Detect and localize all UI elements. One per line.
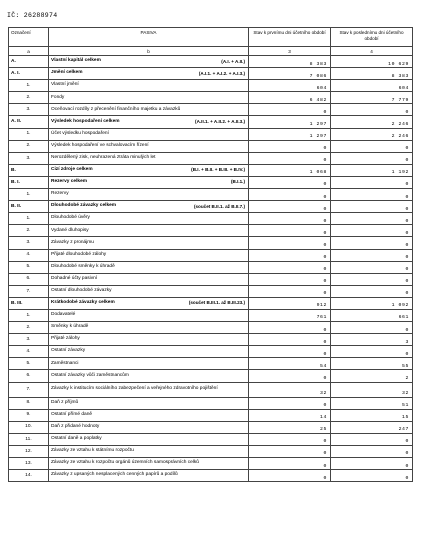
table-row xyxy=(9,164,413,176)
row-label: Ostatní závazky xyxy=(51,348,86,354)
index-label: b xyxy=(49,47,249,56)
row-value-last: 0 xyxy=(331,285,413,297)
row-label-cell xyxy=(49,201,249,213)
row-code: 4. xyxy=(9,346,49,358)
table-row xyxy=(9,213,413,225)
row-value-last: 0 xyxy=(331,249,413,261)
header-code: Označení xyxy=(9,28,49,47)
table-row xyxy=(9,261,413,273)
row-code: 14. xyxy=(9,470,49,482)
table-row xyxy=(9,285,413,297)
row-value-last: 0 xyxy=(331,104,413,116)
row-value-last: 0 xyxy=(331,458,413,470)
row-label: Závazky ze vztahu k státnímu rozpočtu xyxy=(51,448,134,454)
row-value-current: 0 xyxy=(249,322,331,334)
row-code: 11. xyxy=(9,433,49,445)
table-row xyxy=(9,225,413,237)
row-label-cell xyxy=(49,409,249,421)
table-row xyxy=(9,116,413,128)
header-row xyxy=(9,28,413,47)
index-current: 3 xyxy=(249,47,331,56)
row-value-last: 1 092 xyxy=(331,297,413,309)
row-value-current: 0 xyxy=(249,189,331,201)
row-code: 1. xyxy=(9,128,49,140)
row-label-cell xyxy=(49,68,249,80)
index-code: a xyxy=(9,47,49,56)
row-value-last: 0 xyxy=(331,189,413,201)
row-value-last: 10 629 xyxy=(331,56,413,68)
table-row xyxy=(9,56,413,68)
row-value-current: 0 xyxy=(249,152,331,164)
table-row xyxy=(9,397,413,409)
row-code: B. xyxy=(9,164,49,176)
row-code: B. II. xyxy=(9,201,49,213)
table-row xyxy=(9,346,413,358)
table-row xyxy=(9,421,413,433)
row-label-cell xyxy=(49,273,249,285)
row-label: Vlastní kapitál celkem xyxy=(51,58,101,64)
header-label: PASIVA xyxy=(49,28,249,47)
table-row xyxy=(9,273,413,285)
row-code: 3. xyxy=(9,152,49,164)
row-label: Závazky k institucím sociálního zabezpečení a veřejného zdravotního pojištění xyxy=(51,386,218,392)
row-value-last: 0 xyxy=(331,225,413,237)
row-code: 13. xyxy=(9,458,49,470)
row-value-current: 1 068 xyxy=(249,164,331,176)
row-label-cell xyxy=(49,445,249,457)
row-formula: (součet B.II.1. až B.II.7.) xyxy=(193,203,245,209)
row-label-cell xyxy=(49,421,249,433)
row-label: Rezervy celkem xyxy=(51,179,88,185)
row-value-current: 8 383 xyxy=(249,56,331,68)
row-value-last: 0 xyxy=(331,470,413,482)
row-label-cell xyxy=(49,334,249,346)
row-label-cell xyxy=(49,458,249,470)
row-code: 6. xyxy=(9,273,49,285)
row-code: 1. xyxy=(9,213,49,225)
row-value-current: 6 482 xyxy=(249,92,331,104)
row-label: Dlouhodobé směnky k úhradě xyxy=(51,263,115,269)
row-label-cell xyxy=(49,346,249,358)
table-row xyxy=(9,433,413,445)
row-value-current: 0 xyxy=(249,397,331,409)
row-value-current: 0 xyxy=(249,346,331,358)
row-value-last: 247 xyxy=(331,421,413,433)
row-value-last: 0 xyxy=(331,273,413,285)
row-value-last: 0 xyxy=(331,152,413,164)
row-code: 2. xyxy=(9,225,49,237)
row-label-cell xyxy=(49,189,249,201)
row-value-last: 0 xyxy=(331,213,413,225)
table-row xyxy=(9,189,413,201)
row-value-last: 0 xyxy=(331,346,413,358)
row-label: Přijaté zálohy xyxy=(51,336,80,342)
row-value-last: 15 xyxy=(331,409,413,421)
row-label-cell xyxy=(49,249,249,261)
row-value-last: 0 xyxy=(331,433,413,445)
row-label-cell xyxy=(49,397,249,409)
row-label-cell xyxy=(49,285,249,297)
row-value-current: 0 xyxy=(249,140,331,152)
row-value-last: 55 xyxy=(331,358,413,370)
row-label: Ostatní přímé daně xyxy=(51,411,93,417)
table-row xyxy=(9,370,413,382)
row-label: Zaměstnanci xyxy=(51,360,79,366)
row-code: 12. xyxy=(9,445,49,457)
row-code: B. I. xyxy=(9,176,49,188)
row-code: 2. xyxy=(9,140,49,152)
row-value-current: 0 xyxy=(249,433,331,445)
table-row xyxy=(9,128,413,140)
row-code: 3. xyxy=(9,334,49,346)
row-value-last: 0 xyxy=(331,201,413,213)
row-formula: (B.I. + B.II. + B.III. + B.IV.) xyxy=(191,167,245,173)
row-formula: (A.II.1. + A.II.2. + A.II.3.) xyxy=(195,119,245,125)
row-label-cell xyxy=(49,322,249,334)
row-code: 3. xyxy=(9,237,49,249)
index-row xyxy=(9,47,413,56)
row-value-last: 0 xyxy=(331,322,413,334)
row-label-cell xyxy=(49,176,249,188)
row-value-current: 25 xyxy=(249,421,331,433)
row-code: 1. xyxy=(9,309,49,321)
row-code: 1. xyxy=(9,80,49,92)
table-row xyxy=(9,92,413,104)
table-row xyxy=(9,309,413,321)
table-row xyxy=(9,358,413,370)
row-label: Oceňovací rozdíly z přecenění finančního majetku a závazků xyxy=(51,106,181,112)
row-label-cell xyxy=(49,370,249,382)
row-value-current: 32 xyxy=(249,382,331,397)
row-value-last: 0 xyxy=(331,261,413,273)
row-formula: (A.I. + A.II.) xyxy=(221,58,245,64)
table-row xyxy=(9,458,413,470)
row-code: 7. xyxy=(9,382,49,397)
row-label: Rezervy xyxy=(51,191,69,197)
table-row xyxy=(9,140,413,152)
row-label: Dodavatelé xyxy=(51,312,76,318)
row-label-cell xyxy=(49,140,249,152)
row-value-current: 0 xyxy=(249,273,331,285)
row-value-last: 8 383 xyxy=(331,68,413,80)
row-value-last: 3 xyxy=(331,334,413,346)
row-value-last: 0 xyxy=(331,237,413,249)
row-label-cell xyxy=(49,56,249,68)
row-label: Vydané dluhopisy xyxy=(51,227,89,233)
row-code: 5. xyxy=(9,358,49,370)
row-label-cell xyxy=(49,164,249,176)
row-label: Fondy xyxy=(51,94,65,100)
row-formula: (A.I.1. + A.I.2. + A.I.3.) xyxy=(198,70,245,76)
row-value-last: 0 xyxy=(331,445,413,457)
table-row xyxy=(9,470,413,482)
row-value-current: 912 xyxy=(249,297,331,309)
row-label-cell xyxy=(49,237,249,249)
row-label: Ostatní dlouhodobé závazky xyxy=(51,288,112,293)
row-value-last: 2 246 xyxy=(331,128,413,140)
row-code: 6. xyxy=(9,370,49,382)
row-value-current: 0 xyxy=(249,285,331,297)
row-value-current: 0 xyxy=(249,201,331,213)
row-value-current: 0 xyxy=(249,458,331,470)
row-label: Ostatní závazky vůči zaměstnancům xyxy=(51,372,129,378)
row-label-cell xyxy=(49,297,249,309)
row-code: 3. xyxy=(9,104,49,116)
row-value-current: 54 xyxy=(249,358,331,370)
table-row xyxy=(9,176,413,188)
row-value-last: 32 xyxy=(331,382,413,397)
row-label: Závazky z pronájmu xyxy=(51,239,94,245)
row-value-current: 761 xyxy=(249,309,331,321)
row-label: Závazky z upsaných nesplacených cenných papírů a podílů xyxy=(51,472,178,478)
table-row xyxy=(9,237,413,249)
row-label: Ostatní daně a poplatky xyxy=(51,436,102,442)
row-label-cell xyxy=(49,116,249,128)
row-value-current: 0 xyxy=(249,225,331,237)
row-code: 9. xyxy=(9,409,49,421)
row-label-cell xyxy=(49,470,249,482)
table-body xyxy=(9,56,413,482)
table-row xyxy=(9,297,413,309)
row-label-cell xyxy=(49,358,249,370)
row-label-cell xyxy=(49,92,249,104)
row-code: 2. xyxy=(9,322,49,334)
row-value-current: 0 xyxy=(249,445,331,457)
row-label-cell xyxy=(49,104,249,116)
row-label: Nerozdělený zisk, neuhrazená ztráta minulých let xyxy=(51,154,156,160)
table-row xyxy=(9,201,413,213)
row-label: Krátkodobé závazky celkem xyxy=(51,300,115,306)
table-row xyxy=(9,382,413,397)
table-row xyxy=(9,409,413,421)
row-label-cell xyxy=(49,80,249,92)
table-row xyxy=(9,445,413,457)
row-value-last: 1 192 xyxy=(331,164,413,176)
row-value-last: 0 xyxy=(331,140,413,152)
row-value-last: 661 xyxy=(331,309,413,321)
index-last: 4 xyxy=(331,47,413,56)
row-value-current: 0 xyxy=(249,470,331,482)
row-code: 2. xyxy=(9,92,49,104)
row-label: Dohadné účty pasivní xyxy=(51,275,98,281)
table-row xyxy=(9,152,413,164)
row-value-current: 1 297 xyxy=(249,128,331,140)
row-label-cell xyxy=(49,128,249,140)
row-label-cell xyxy=(49,309,249,321)
row-value-last: 2 246 xyxy=(331,116,413,128)
table-row xyxy=(9,80,413,92)
row-label-cell xyxy=(49,213,249,225)
row-value-current: 0 xyxy=(249,237,331,249)
row-label: Přijaté dlouhodobé zálohy xyxy=(51,251,107,257)
row-formula: (součet B.III.1. až B.III.23.) xyxy=(188,300,245,306)
row-code: 7. xyxy=(9,285,49,297)
row-label: Dlouhodobé úvěry xyxy=(51,215,90,221)
row-label-cell xyxy=(49,152,249,164)
row-label-cell xyxy=(49,382,249,397)
row-value-current: 0 xyxy=(249,370,331,382)
row-value-last: 0 xyxy=(331,176,413,188)
table-row xyxy=(9,104,413,116)
row-code: A. xyxy=(9,56,49,68)
row-value-current: 1 297 xyxy=(249,116,331,128)
row-value-last: 7 779 xyxy=(331,92,413,104)
row-value-current: 0 xyxy=(249,334,331,346)
row-label: Výsledek hospodaření celkem xyxy=(51,118,120,124)
row-label-cell xyxy=(49,225,249,237)
row-label: Závazky ze vztahu k rozpočtu orgánů územních samosprávních celků xyxy=(51,460,199,466)
row-label-cell xyxy=(49,433,249,445)
row-code: 10. xyxy=(9,421,49,433)
row-label: Cizí zdroje celkem xyxy=(51,167,93,173)
row-value-last: 2 xyxy=(331,370,413,382)
row-value-current: 604 xyxy=(249,80,331,92)
table-row xyxy=(9,334,413,346)
row-value-current: 7 086 xyxy=(249,68,331,80)
row-label: Směnky k úhradě xyxy=(51,324,89,330)
row-code: 1. xyxy=(9,189,49,201)
row-value-current: 0 xyxy=(249,261,331,273)
header-current: Stav k prvnímu dni účetního období xyxy=(249,28,331,47)
row-label: Daň z příjmů xyxy=(51,399,79,405)
liabilities-table xyxy=(8,27,413,482)
header-last: Stav k poslednímu dni účetního období xyxy=(331,28,413,47)
row-code: A. I. xyxy=(9,68,49,80)
table-row xyxy=(9,68,413,80)
row-code: 5. xyxy=(9,261,49,273)
row-value-current: 0 xyxy=(249,104,331,116)
row-code: A. II. xyxy=(9,116,49,128)
row-formula: (B.I.1.) xyxy=(230,179,245,185)
row-value-last: 51 xyxy=(331,397,413,409)
table-row xyxy=(9,322,413,334)
row-value-current: 0 xyxy=(249,176,331,188)
row-label: Účet výsledku hospodaření xyxy=(51,130,109,136)
row-code: 8. xyxy=(9,397,49,409)
company-id: IČ: 26288974 xyxy=(7,12,58,19)
row-value-current: 14 xyxy=(249,409,331,421)
row-label: Daň z přidané hodnoty xyxy=(51,423,100,429)
row-code: B. III. xyxy=(9,297,49,309)
row-code: 4. xyxy=(9,249,49,261)
row-value-current: 0 xyxy=(249,249,331,261)
row-label-cell xyxy=(49,261,249,273)
row-value-last: 604 xyxy=(331,80,413,92)
row-label: Jmění celkem xyxy=(51,70,83,76)
row-label: Vlastní jmění xyxy=(51,82,79,88)
row-label: Dlouhodobé závazky celkem xyxy=(51,203,117,209)
row-label: Výsledek hospodaření ve schvalovacím řízení xyxy=(51,142,149,148)
row-value-current: 0 xyxy=(249,213,331,225)
table-row xyxy=(9,249,413,261)
